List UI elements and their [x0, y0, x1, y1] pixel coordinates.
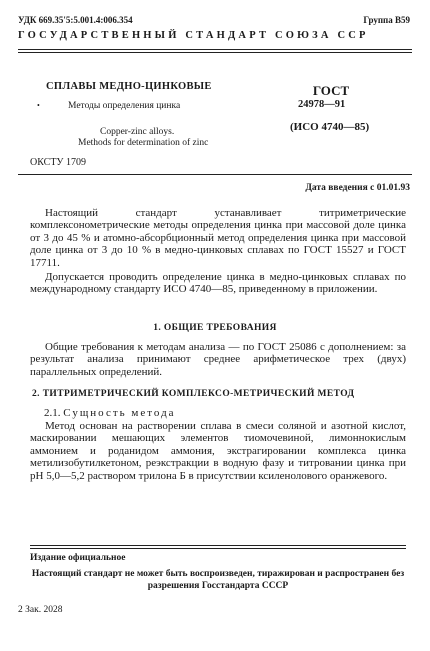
- section-2-heading: 2. ТИТРИМЕТРИЧЕСКИЙ КОМПЛЕКСО-МЕТРИЧЕСКИЙ МЕТОД: [32, 389, 355, 399]
- subsection-2-1-heading: [44, 407, 176, 419]
- introduction-date: Дата введения с 01.01.93: [305, 183, 410, 193]
- document-title-ru: СПЛАВЫ МЕДНО-ЦИНКОВЫЕ: [46, 81, 212, 92]
- subsection-number: 2.1.: [44, 407, 61, 419]
- gost-number: 24978—91: [298, 99, 346, 110]
- document-subtitle-en: Methods for determination of zinc: [78, 138, 209, 148]
- okstu-code: ОКСТУ 1709: [30, 157, 87, 168]
- document-title-en: Copper-zinc alloys.: [100, 127, 175, 137]
- intro-paragraph: Настоящий стандарт устанавливает титриметрические комплексонометрические методы определения цинка при массовой доле цинка от 3 до 45 % и атомно-абсорбционный метод определения цинка при массовой доле цинка от 3 до 10 % в медно-цинковых сплавах по ГОСТ 15527 и ГОСТ 17711.: [30, 207, 406, 269]
- order-number: 2 Зак. 2028: [18, 605, 63, 615]
- header-divider: [18, 49, 412, 50]
- iso-number: (ИСО 4740—85): [290, 121, 370, 133]
- margin-mark: •: [37, 101, 40, 110]
- footer-divider: [30, 545, 406, 546]
- official-edition-label: Издание официальное: [30, 553, 126, 563]
- section-1-heading: 1. ОБЩИЕ ТРЕБОВАНИЯ: [153, 323, 277, 333]
- state-standard-title: ГОСУДАРСТВЕННЫЙ СТАНДАРТ СОЮЗА ССР: [18, 30, 369, 41]
- general-requirements-paragraph: Общие требования к методам анализа — по ГОСТ 25086 с дополнением: за результат анализа принимают среднее арифметическое трех (двух) параллельных определений.: [30, 341, 406, 378]
- footer-divider-secondary: [30, 548, 406, 549]
- title-divider: [18, 174, 412, 175]
- copyright-notice: Настоящий стандарт не может быть воспроизведен, тиражирован и распространен без разрешения Госстандарта СССР: [31, 569, 405, 591]
- subsection-title: Сущность метода: [63, 407, 176, 419]
- gost-label: ГОСТ: [312, 83, 350, 98]
- header-divider-secondary: [18, 52, 412, 53]
- document-subtitle-ru: Методы определения цинка: [68, 101, 181, 111]
- group-code: Группа В59: [363, 15, 410, 25]
- permission-paragraph: Допускается проводить определение цинка в медно-цинковых сплавах по международному стандарту ИСО 4740—85, приведенному в приложении.: [30, 271, 406, 296]
- method-principle-paragraph: Метод основан на растворении сплава в смеси соляной и азотной кислот, маскировании мешающих элементов тиомочевиной, лимоннокислым аммонием и роданидом аммония, экстрагировании комплекса цинка метилизобутилкетоном, реэкстракции в водную фазу и титровании цинка при pH 5,0—5,2 раствором трилона Б в присутствии ксиленолового оранжевого.: [30, 420, 406, 482]
- udk-code: УДК 669.35'5:5.001.4:006.354: [18, 15, 133, 25]
